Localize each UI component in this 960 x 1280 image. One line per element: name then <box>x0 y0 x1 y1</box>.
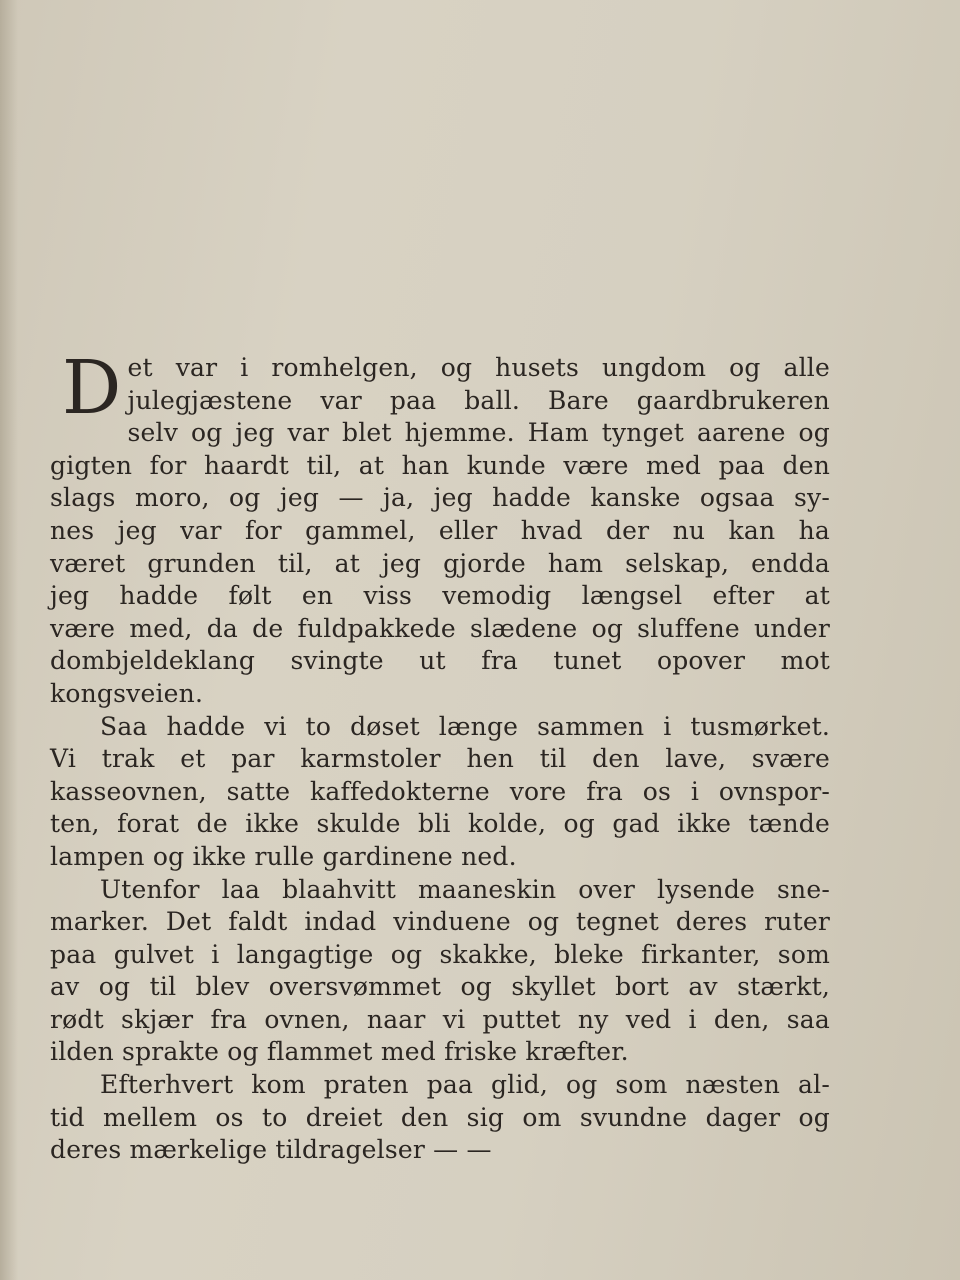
text-line: nes jeg var for gammel, eller hvad der nu kan ha <box>50 515 830 545</box>
text-body <box>50 345 830 1167</box>
text-line: slags moro, og jeg — ja, jeg hadde kanske ogsaa sy- <box>50 483 830 513</box>
paragraph-1 <box>50 345 830 711</box>
text-line: deres mærkelige tildragelser — — <box>50 1135 492 1165</box>
text-line: Efterhvert kom praten paa glid, og som næsten al- <box>100 1070 830 1100</box>
text-line: gigten for haardt til, at han kunde være med paa den <box>50 450 830 480</box>
text-line: marker. Det faldt indad vinduene og tegnet deres ruter <box>50 907 830 937</box>
text-line: været grunden til, at jeg gjorde ham selskap, endda <box>50 548 830 578</box>
text-line: av og til blev oversvømmet og skyllet bort av stærkt, <box>50 972 830 1002</box>
text-line: Vi trak et par karmstoler hen til den lave, svære <box>50 744 830 774</box>
text-line: være med, da de fuldpakkede slædene og sluffene under <box>50 613 830 643</box>
text-line: rødt skjær fra ovnen, naar vi puttet ny ved i den, saa <box>50 1004 830 1034</box>
paragraph-3 <box>50 874 830 1070</box>
text-line: kongsveien. <box>50 678 204 708</box>
paragraph-4 <box>50 1069 830 1167</box>
text-line: kasseovnen, satte kaffedokterne vore fra os i ovnspor- <box>50 776 830 806</box>
text-line: tid mellem os to dreiet den sig om svundne dager og <box>50 1102 830 1132</box>
text-line: Saa hadde vi to døset længe sammen i tusmørket. <box>100 711 830 741</box>
text-line: dombjeldeklang svingte ut fra tunet opover mot <box>50 646 830 676</box>
text-line: selv og jeg var blet hjemme. Ham tynget aarene og <box>127 418 830 448</box>
text-line: julegjæstene var paa ball. Bare gaardbrukeren <box>127 385 830 415</box>
text-line: ilden sprakte og flammet med friske kræfter. <box>50 1037 629 1067</box>
text-line: paa gulvet i langagtige og skakke, bleke firkanter, som <box>50 939 830 969</box>
text-line: et var i romhelgen, og husets ungdom og alle <box>127 353 830 382</box>
text-line: ten, forat de ikke skulde bli kolde, og gad ikke tænde <box>50 809 830 839</box>
paragraph-2 <box>50 711 830 874</box>
text-line: Utenfor laa blaahvitt maaneskin over lysende sne- <box>100 874 830 904</box>
page-edge-shadow <box>0 0 18 1280</box>
text-line: lampen og ikke rulle gardinene ned. <box>50 841 517 871</box>
drop-cap: D <box>62 345 122 431</box>
text-line: jeg hadde følt en viss vemodig længsel efter at <box>50 581 830 611</box>
